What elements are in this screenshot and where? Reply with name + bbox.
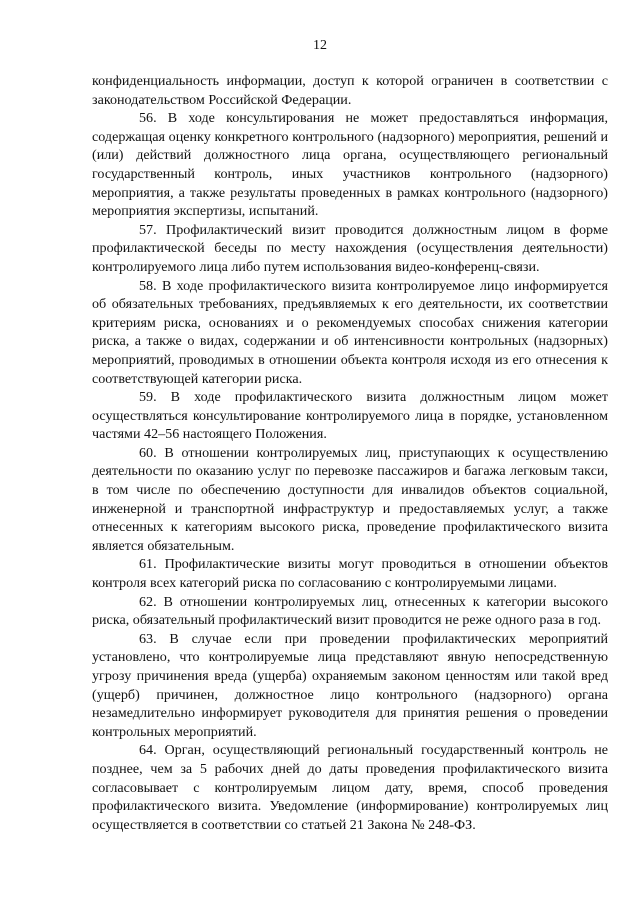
paragraph-56: 56. В ходе консультирования не может предоставляться информация, содержащая оценку конкретного контрольного (надзорного) мероприятия, решений и (или) действий должностного лица органа, осуществляющего региональный государственный контроль, иных участников контрольного (надзорного) мероприятия, а также результаты проведенных в рамках контрольного (надзорного) мероприятия экспертизы, испытаний. — [92, 110, 608, 220]
paragraph-60: 60. В отношении контролируемых лиц, приступающих к осуществлению деятельности по оказанию услуг по перевозке пассажиров и багажа легковым такси, в том числе по обеспечению доступности для инвалидов объектов социальной, инженерной и транспортной инфраструктур и предоставляемых услуг, а также отнесенных к категориям высокого риска, проведение профилактического визита является обязательным. — [92, 444, 608, 554]
document-body — [92, 72, 608, 834]
page-number: 12 — [313, 38, 327, 53]
paragraph-58: 58. В ходе профилактического визита контролируемое лицо информируется об обязательных требованиях, предъявляемых к его деятельности, их соответствии критериям риска, основаниях и о рекомендуемых способах снижения категории риска, а также о видах, содержании и об интенсивности контрольных (надзорных) мероприятий, проводимых в отношении объекта контроля исходя из его отнесения к соответствующей категории риска. — [92, 277, 608, 387]
paragraph-62: 62. В отношении контролируемых лиц, отнесенных к категории высокого риска, обязательный профилактический визит проводится не реже одного раза в год. — [92, 593, 608, 629]
paragraph-61: 61. Профилактические визиты могут проводиться в отношении объектов контроля всех категорий риска по согласованию с контролируемыми лицами. — [92, 556, 608, 592]
paragraph-63: 63. В случае если при проведении профилактических мероприятий установлено, что контролируемые лица представляют явную непосредственную угрозу причинения вреда (ущерба) охраняемым законом ценностям или такой вред (ущерб) причинен, должностное лицо контрольного (надзорного) органа незамедлительно информирует руководителя для принятия решения о проведении контрольных мероприятий. — [92, 630, 608, 740]
paragraph-continuation: конфиденциальность информации, доступ к которой ограничен в соответствии с законодательством Российской Федерации. — [92, 73, 608, 108]
paragraph-59: 59. В ходе профилактического визита должностным лицом может осуществляться консультирование контролируемого лица в порядке, установленном частями 42–56 настоящего Положения. — [92, 389, 608, 443]
paragraph-57: 57. Профилактический визит проводится должностным лицом в форме профилактической беседы по месту нахождения (осуществления деятельности) контролируемого лица либо путем использования видео-конференц-связи. — [92, 221, 608, 275]
paragraph-64: 64. Орган, осуществляющий региональный государственный контроль не позднее, чем за 5 рабочих дней до даты проведения профилактического визита согласовывает с контролируемым лицом дату, время, способ проведения профилактического визита. Уведомление (информирование) контролируемых лиц осуществляется в соответствии со статьей 21 Закона № 248-ФЗ. — [92, 742, 608, 833]
